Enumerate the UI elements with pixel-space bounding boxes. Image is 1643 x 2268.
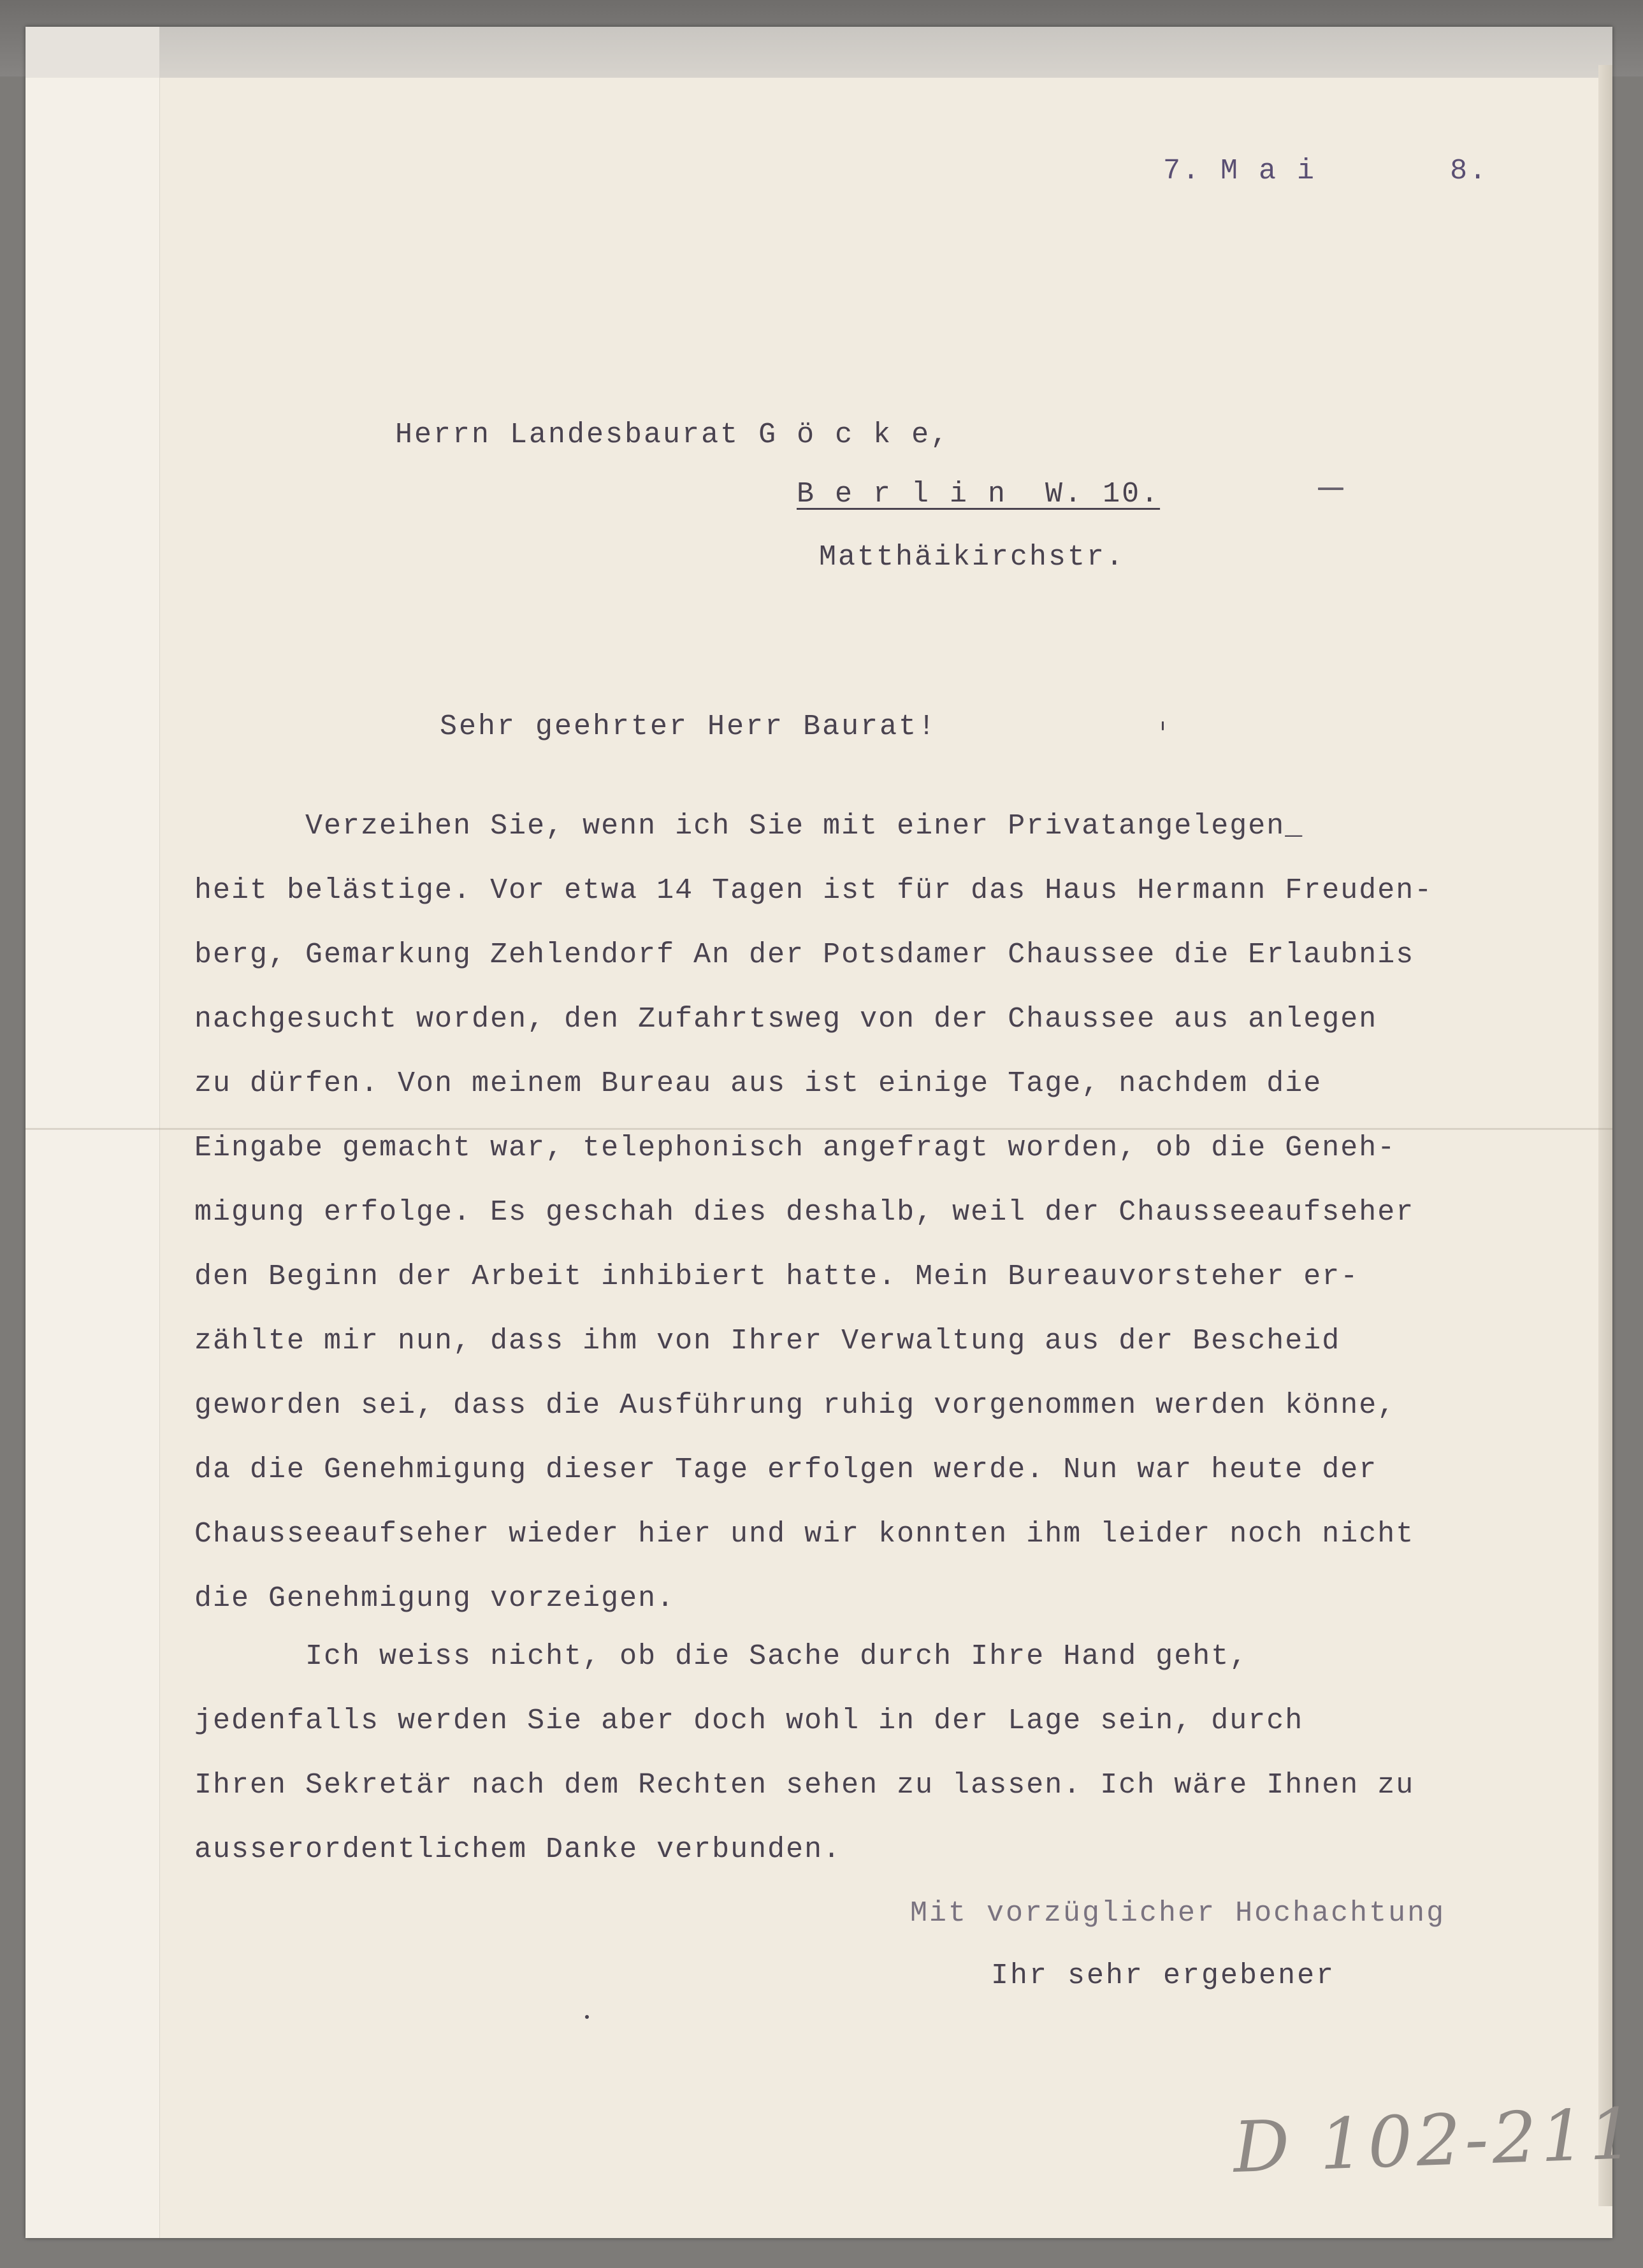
body-line: Ihren Sekretär nach dem Rechten sehen zu lassen. Ich wäre Ihnen zu: [194, 1769, 1415, 1802]
body-line: Eingabe gemacht war, telephonisch angefragt worden, ob die Geneh-: [194, 1132, 1396, 1164]
body-paragraph-2: [194, 1624, 1558, 1882]
body-line: Chausseeaufseher wieder hier und wir konnten ihm leider noch nicht: [194, 1518, 1415, 1550]
body-line: heit belästige. Vor etwa 14 Tagen ist für das Haus Hermann Freuden-: [194, 874, 1433, 907]
body-line: geworden sei, dass die Ausführung ruhig vorgenommen werden könne,: [194, 1389, 1396, 1422]
right-sheet-edge: [1598, 65, 1612, 2206]
overlapping-sheet-corner: [25, 27, 159, 78]
body-line: jedenfalls werden Sie aber doch wohl in der Lage sein, durch: [194, 1705, 1304, 1737]
recipient-street: Matthäikirchstr.: [819, 541, 1125, 574]
body-line: Ich weiss nicht, ob die Sache durch Ihre Hand geht,: [194, 1640, 1249, 1673]
letter-date: 7. M a i 8.: [1163, 155, 1489, 187]
signoff: Ihr sehr ergebener: [991, 1960, 1336, 1992]
recipient-city: B e r l i n W. 10.: [797, 478, 1161, 510]
body-line: zählte mir nun, dass ihm von Ihrer Verwaltung aus der Bescheid: [194, 1325, 1341, 1357]
body-line: Verzeihen Sie, wenn ich Sie mit einer Privatangelegen_: [194, 810, 1304, 842]
ink-mark: [1162, 721, 1164, 730]
body-line: nachgesucht worden, den Zufahrtsweg von der Chaussee aus anlegen: [194, 1003, 1378, 1036]
ink-dot: [585, 2015, 589, 2019]
body-paragraph-1: [194, 794, 1558, 1631]
archive-signature-mark: D 102-211: [1231, 2092, 1639, 2189]
body-line: den Beginn der Arbeit inhibiert hatte. Mein Bureauvorsteher er-: [194, 1260, 1359, 1293]
body-line: die Genehmigung vorzeigen.: [194, 1582, 676, 1615]
closing-phrase: Mit vorzüglicher Hochachtung: [910, 1897, 1446, 1930]
overlapping-sheet-edge: [25, 27, 1612, 78]
body-line: migung erfolge. Es geschah dies deshalb, weil der Chausseeaufseher: [194, 1196, 1415, 1229]
body-line: berg, Gemarkung Zehlendorf An der Potsdamer Chaussee die Erlaubnis: [194, 939, 1415, 971]
ink-mark: [1318, 488, 1343, 490]
left-translucent-strip: [25, 78, 160, 2238]
body-line: zu dürfen. Von meinem Bureau aus ist einige Tage, nachdem die: [194, 1067, 1322, 1100]
body-line: ausserordentlichem Danke verbunden.: [194, 1833, 842, 1866]
body-line: da die Genehmigung dieser Tage erfolgen werde. Nun war heute der: [194, 1454, 1378, 1486]
recipient-name: Herrn Landesbaurat G ö c k e,: [395, 419, 950, 451]
salutation: Sehr geehrter Herr Baurat!: [440, 711, 937, 743]
